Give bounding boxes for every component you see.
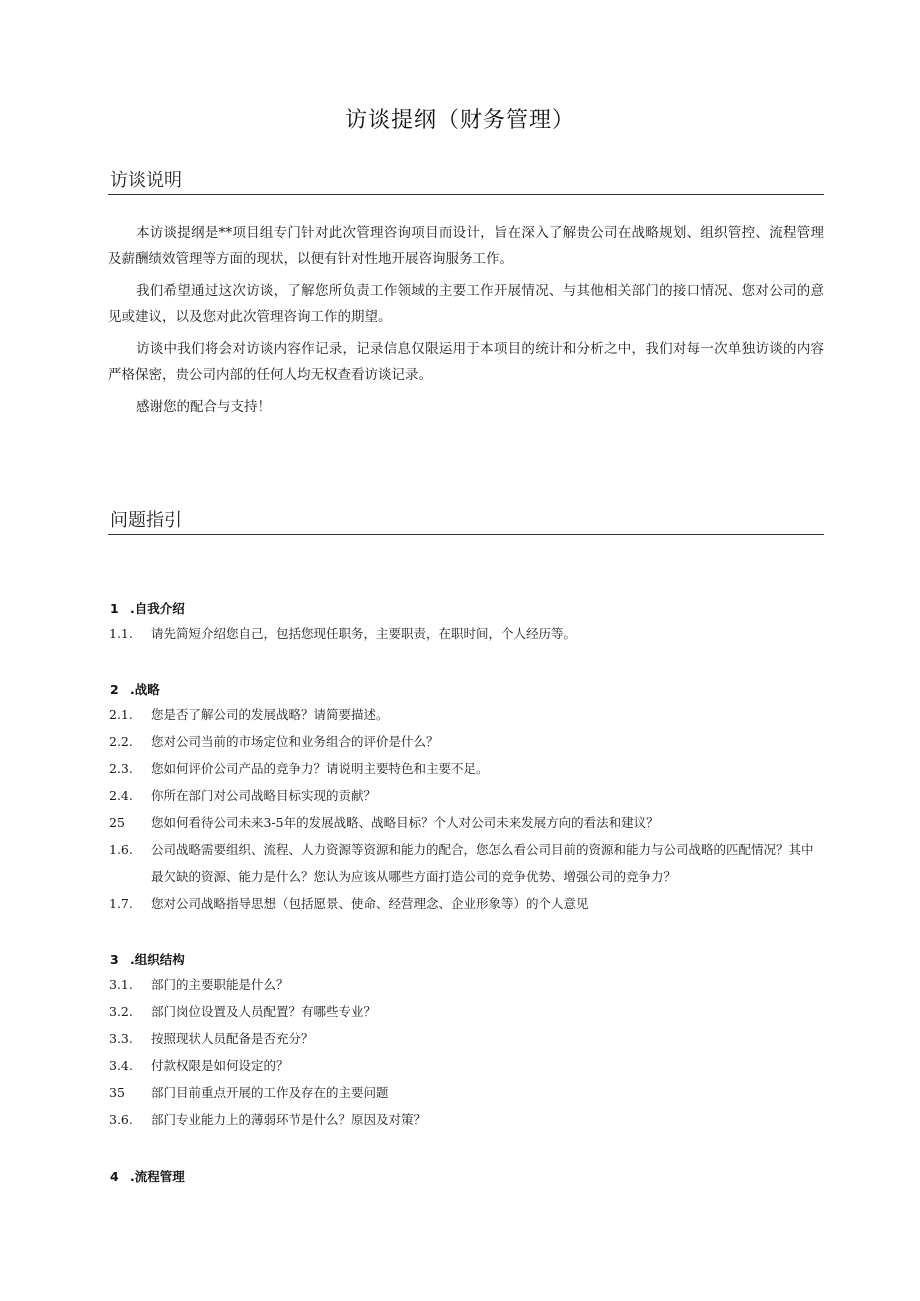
question-number: 1.6. xyxy=(109,842,133,857)
question-item xyxy=(109,836,825,890)
question-group-title xyxy=(110,950,185,968)
question-item xyxy=(109,728,825,755)
question-number: 3.6. xyxy=(109,1112,133,1127)
question-item xyxy=(109,782,825,809)
question-item xyxy=(109,998,825,1025)
intro-body xyxy=(108,220,824,426)
question-text: 您对公司战略指导思想（包括愿景、使命、经营理念、企业形象等）的个人意见 xyxy=(151,896,589,911)
group-label: .组织结构 xyxy=(130,952,185,967)
question-item xyxy=(109,971,825,998)
question-text: 您对公司当前的市场定位和业务组合的评价是什么？ xyxy=(151,734,439,749)
group-label: .自我介绍 xyxy=(130,601,185,616)
section-heading-questions xyxy=(108,510,824,535)
question-item xyxy=(109,890,825,917)
question-item xyxy=(109,1079,825,1106)
question-text: 您是否了解公司的发展战略？请简要描述。 xyxy=(151,707,389,722)
question-text: 你所在部门对公司战略目标实现的贡献？ xyxy=(151,788,377,803)
section-heading-label: 问题指引 xyxy=(110,510,182,531)
question-number: 3.2. xyxy=(109,1004,133,1019)
question-item xyxy=(109,809,825,836)
question-item xyxy=(109,620,825,647)
question-number: 1.1. xyxy=(109,626,133,641)
intro-paragraph: 本访谈提纲是**项目组专门针对此次管理咨询项目而设计，旨在深入了解贵公司在战略规划、组织管控、流程管理及薪酬绩效管理等方面的现状，以便有针对性地开展咨询服务工作。 xyxy=(108,225,824,267)
group-label: .战略 xyxy=(130,682,160,697)
question-text: 按照现状人员配备是否充分？ xyxy=(151,1031,314,1046)
question-number: 2.1. xyxy=(109,707,133,722)
question-number: 2.4. xyxy=(109,788,133,803)
question-number: 3.4. xyxy=(109,1058,133,1073)
document-title: 访谈提纲（财务管理） xyxy=(344,108,575,133)
question-text: 部门目前重点开展的工作及存在的主要问题 xyxy=(151,1085,389,1100)
question-group-title xyxy=(110,1167,185,1185)
question-text: 您如何评价公司产品的竞争力？请说明主要特色和主要不足。 xyxy=(151,761,489,776)
section-heading-intro xyxy=(108,170,824,195)
group-number: 4 xyxy=(110,1169,119,1184)
question-number: 2.3. xyxy=(109,761,133,776)
question-text: 付款权限是如何设定的？ xyxy=(151,1058,289,1073)
question-number: 3.3. xyxy=(109,1031,133,1046)
intro-paragraph: 访谈中我们将会对访谈内容作记录，记录信息仅限运用于本项目的统计和分析之中，我们对每一次单独访谈的内容严格保密，贵公司内部的任何人均无权查看访谈记录。 xyxy=(108,341,824,383)
group-label: .流程管理 xyxy=(130,1169,185,1184)
question-item xyxy=(109,701,825,728)
group-number: 3 xyxy=(110,952,119,967)
question-text: 您如何看待公司未来3-5年的发展战略、战略目标？个人对公司未来发展方向的看法和建议？ xyxy=(151,815,659,830)
question-text: 部门的主要职能是什么？ xyxy=(151,977,289,992)
question-text: 部门专业能力上的薄弱环节是什么？原因及对策？ xyxy=(151,1112,427,1127)
intro-paragraph: 我们希望通过这次访谈，了解您所负责工作领域的主要工作开展情况、与其他相关部门的接口情况、您对公司的意见或建议，以及您对此次管理咨询工作的期望。 xyxy=(108,283,824,325)
group-number: 2 xyxy=(110,682,119,697)
question-number: 1.7. xyxy=(109,896,133,911)
section-heading-label: 访谈说明 xyxy=(110,170,182,191)
question-number: 35 xyxy=(109,1085,125,1100)
question-item xyxy=(109,1106,825,1133)
group-number: 1 xyxy=(110,601,119,616)
question-item xyxy=(109,755,825,782)
question-group-title xyxy=(110,680,160,698)
question-text: 公司战略需要组织、流程、人力资源等资源和能力的配合，您怎么看公司目前的资源和能力与公司战略的匹配情况？其中最欠缺的资源、能力是什么？您认为应该从哪些方面打造公司的竞争优势、增强公司的竞争力？ xyxy=(151,842,814,884)
question-number: 2.2. xyxy=(109,734,133,749)
question-text: 部门岗位设置及人员配置？有哪些专业？ xyxy=(151,1004,377,1019)
question-text: 请先简短介绍您自己，包括您现任职务，主要职责，在职时间，个人经历等。 xyxy=(151,626,577,641)
question-item xyxy=(109,1025,825,1052)
question-number: 3.1. xyxy=(109,977,133,992)
intro-paragraph: 感谢您的配合与支持！ xyxy=(136,399,271,415)
question-item xyxy=(109,1052,825,1079)
question-group-title xyxy=(110,599,185,617)
question-number: 25 xyxy=(109,815,125,830)
